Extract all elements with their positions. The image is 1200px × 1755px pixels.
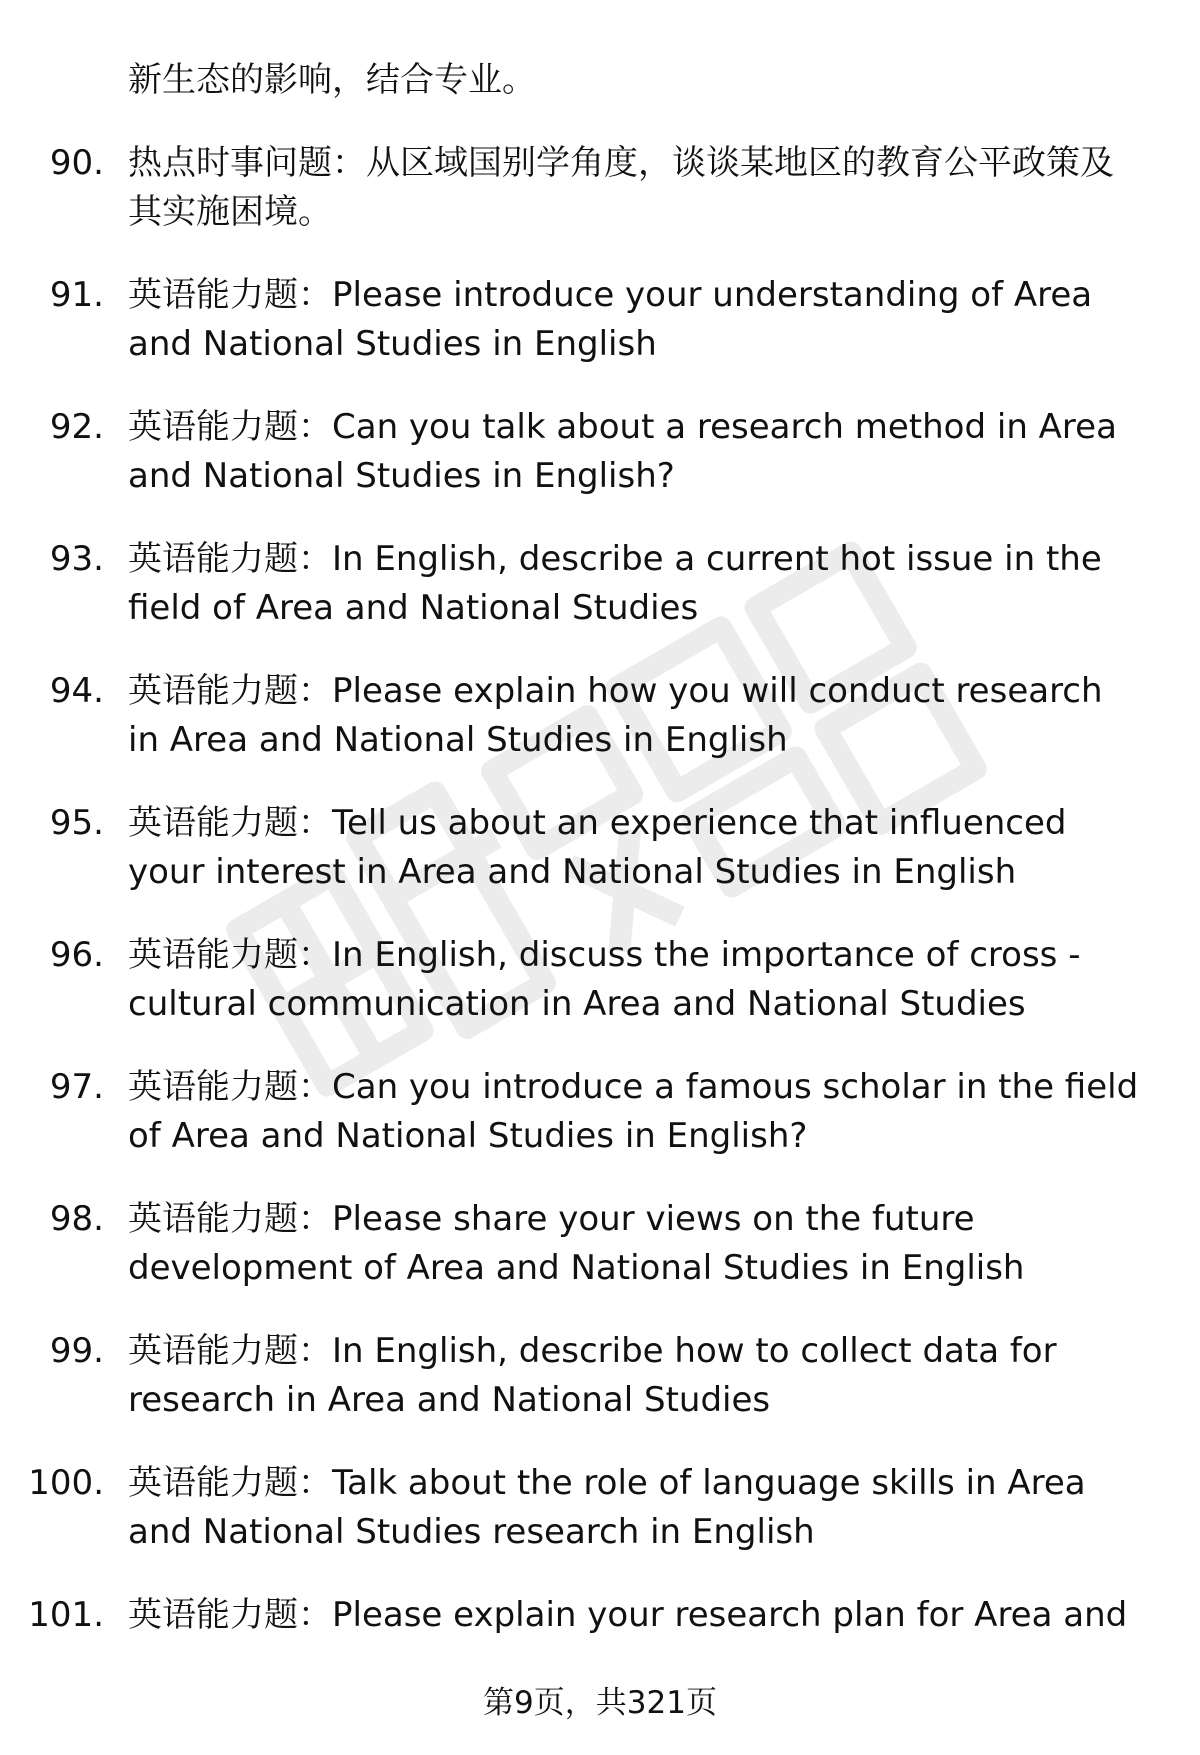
list-item: [0, 403, 1200, 501]
item-text: 英语能力题：Can you talk about a research method in Area and National Studies in English?: [128, 407, 1117, 496]
list-item: [0, 799, 1200, 897]
list-item: [0, 667, 1200, 765]
item-number: 98.: [49, 1199, 104, 1239]
item-text: 新生态的影响，结合专业。: [128, 60, 536, 100]
item-number: 100.: [28, 1463, 104, 1503]
list-item: [0, 1195, 1200, 1293]
item-text: 英语能力题：Please explain how you will conduct research in Area and National Studies in English: [128, 671, 1103, 760]
item-number: 90.: [49, 143, 104, 183]
item-number: 94.: [49, 671, 104, 711]
item-number: 96.: [49, 935, 104, 975]
list-item-continuation: [0, 56, 1200, 105]
item-text: 英语能力题：In English, discuss the importance of cross - cultural communication in Area and National Studies: [128, 935, 1081, 1024]
list-item: [0, 931, 1200, 1029]
list-item: [0, 1591, 1200, 1640]
list-item: [0, 1459, 1200, 1557]
list-item: [0, 535, 1200, 633]
list-item: [0, 1327, 1200, 1425]
item-number: 93.: [49, 539, 104, 579]
list-item: [0, 1063, 1200, 1161]
item-text: 英语能力题：In English, describe a current hot issue in the field of Area and National Studies: [128, 539, 1102, 628]
item-number: 92.: [49, 407, 104, 447]
item-number: 97.: [49, 1067, 104, 1107]
list-item: [0, 271, 1200, 369]
question-list: [0, 56, 1200, 1674]
item-text: 英语能力题：Tell us about an experience that influenced your interest in Area and National Studies in English: [128, 803, 1067, 892]
item-number: 95.: [49, 803, 104, 843]
item-text: 英语能力题：In English, describe how to collect data for research in Area and National Studies: [128, 1331, 1057, 1420]
item-text: 英语能力题：Can you introduce a famous scholar in the field of Area and National Studies in English?: [128, 1067, 1139, 1156]
item-text: 英语能力题：Please explain your research plan for Area and: [128, 1595, 1128, 1635]
item-number: 91.: [49, 275, 104, 315]
list-item: [0, 139, 1200, 237]
item-number: 99.: [49, 1331, 104, 1371]
item-text: 英语能力题：Talk about the role of language skills in Area and National Studies research in English: [128, 1463, 1086, 1552]
item-text: 英语能力题：Please introduce your understanding of Area and National Studies in English: [128, 275, 1093, 364]
item-text: 英语能力题：Please share your views on the future development of Area and National Studies in English: [128, 1199, 1025, 1288]
item-number: 101.: [28, 1595, 104, 1635]
item-text: 热点时事问题：从区域国别学角度，谈谈某地区的教育公平政策及其实施困境。: [128, 143, 1114, 232]
page-footer: 第9页，共321页: [483, 1685, 717, 1721]
